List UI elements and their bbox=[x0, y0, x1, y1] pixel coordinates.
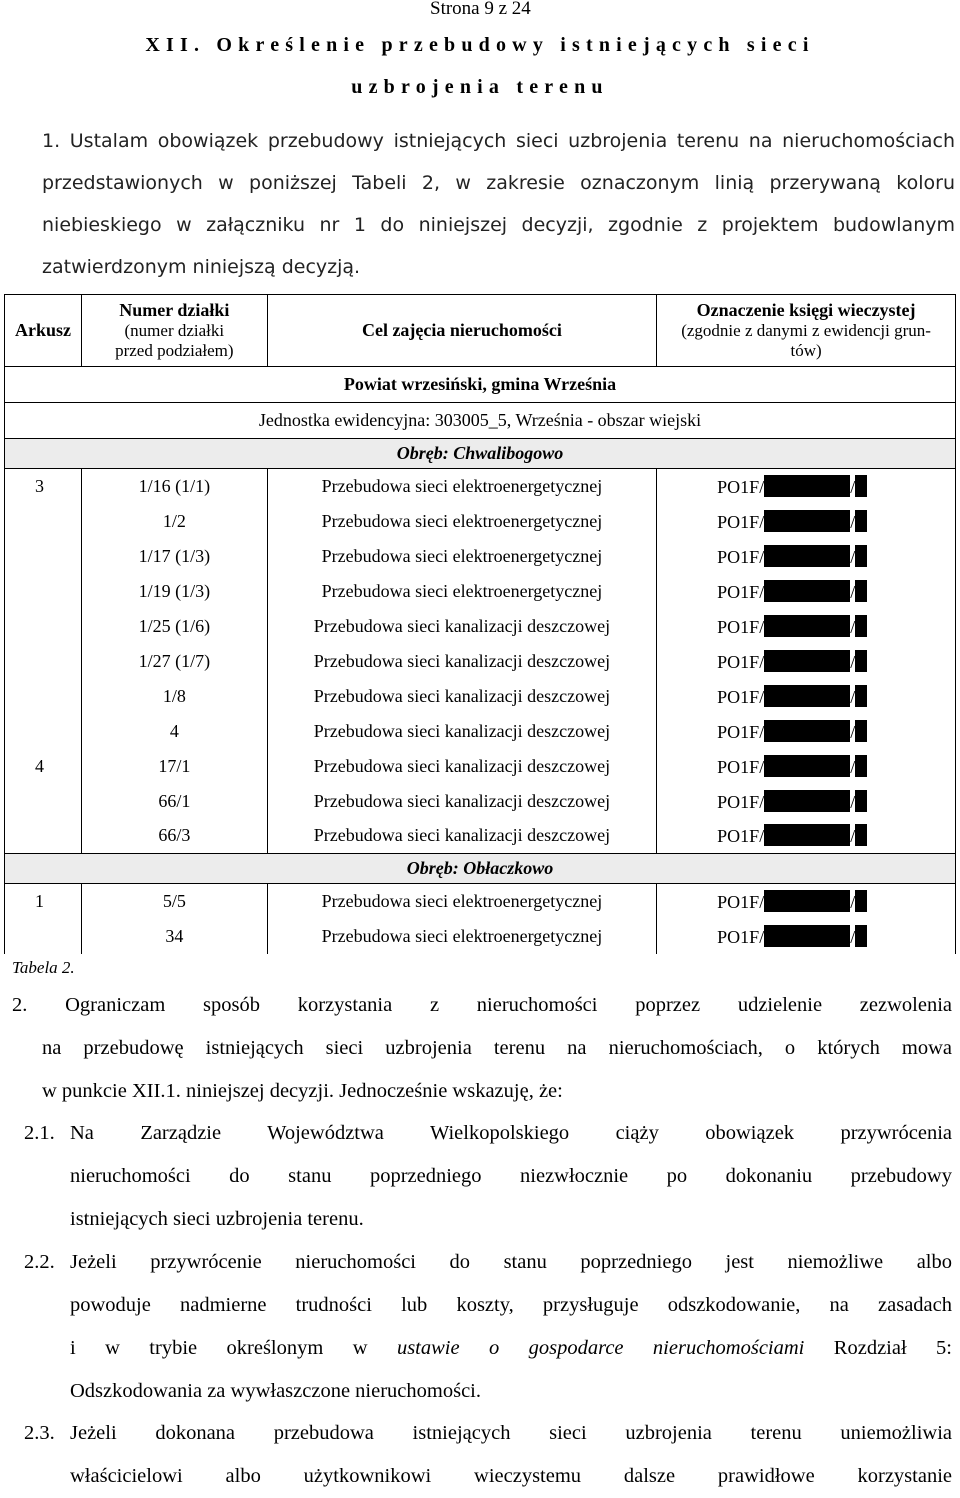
cell-ksiega bbox=[657, 539, 956, 574]
redaction-block bbox=[764, 824, 850, 846]
header-ksiega-sub2: tów) bbox=[790, 341, 822, 360]
redaction-block bbox=[764, 790, 850, 812]
table-row bbox=[5, 919, 956, 954]
table-row bbox=[5, 574, 956, 609]
cell-ksiega bbox=[657, 714, 956, 749]
section-heading-line1: XII. Określenie przebudowy istniejących sieci bbox=[145, 34, 815, 56]
ksiega-suffix: / bbox=[850, 721, 856, 742]
redaction-block bbox=[855, 685, 867, 707]
cell-dzialka: 1/2 bbox=[81, 504, 267, 539]
redaction-block bbox=[764, 545, 850, 567]
ksiega-prefix: PO1F/ bbox=[717, 721, 765, 742]
header-numer-title: Numer działki bbox=[119, 300, 230, 320]
cell-dzialka: 1/8 bbox=[81, 679, 267, 714]
redaction-block bbox=[855, 755, 867, 777]
paragraph-1-line: niebieskiego w załączniku nr 1 do niniejszej decyzji, zgodnie z projektem budowlanym bbox=[42, 214, 955, 236]
cell-arkusz: 1 bbox=[5, 884, 82, 919]
subpoint-text: i w trybie określonym w bbox=[70, 1337, 368, 1359]
cell-cel: Przebudowa sieci elektroenergetycznej bbox=[267, 504, 656, 539]
cell-ksiega bbox=[657, 679, 956, 714]
paragraph-2-line: 2. Ograniczam sposób korzystania z nieruchomości poprzez udzielenie zezwolenia bbox=[12, 994, 952, 1016]
redaction-block bbox=[764, 580, 850, 602]
redaction-block bbox=[764, 650, 850, 672]
redaction-block bbox=[764, 720, 850, 742]
redaction-block bbox=[764, 925, 850, 947]
ksiega-suffix: / bbox=[850, 476, 856, 497]
redaction-block bbox=[855, 925, 867, 947]
subpoint-line: Jeżeli dokonana przebudowa istniejących sieci uzbrojenia terenu uniemożliwia bbox=[70, 1422, 952, 1444]
cell-dzialka: 5/5 bbox=[81, 884, 267, 919]
cell-dzialka: 1/19 (1/3) bbox=[81, 574, 267, 609]
redaction-block bbox=[855, 615, 867, 637]
redaction-block bbox=[764, 510, 850, 532]
header-ksiega bbox=[657, 295, 956, 367]
ksiega-suffix: / bbox=[850, 546, 856, 567]
table-row bbox=[5, 884, 956, 919]
cell-cel: Przebudowa sieci elektroenergetycznej bbox=[267, 539, 656, 574]
subpoint-line: właścicielowi albo użytkownikowi wieczystemu dalsze prawidłowe korzystanie bbox=[70, 1465, 952, 1487]
cell-cel: Przebudowa sieci kanalizacji deszczowej bbox=[267, 609, 656, 644]
redaction-block bbox=[764, 615, 850, 637]
ksiega-suffix: / bbox=[850, 791, 856, 812]
cell-cel: Przebudowa sieci kanalizacji deszczowej bbox=[267, 819, 656, 854]
header-arkusz: Arkusz bbox=[5, 295, 82, 367]
cell-ksiega bbox=[657, 504, 956, 539]
cell-dzialka: 1/27 (1/7) bbox=[81, 644, 267, 679]
ksiega-prefix: PO1F/ bbox=[717, 476, 765, 497]
redaction-block bbox=[764, 890, 850, 912]
cell-arkusz: 4 bbox=[5, 749, 82, 784]
ksiega-prefix: PO1F/ bbox=[717, 826, 765, 847]
page-number: Strona 9 z 24 bbox=[430, 0, 531, 19]
cell-dzialka: 34 bbox=[81, 919, 267, 954]
cell-cel: Przebudowa sieci kanalizacji deszczowej bbox=[267, 749, 656, 784]
cell-ksiega bbox=[657, 469, 956, 504]
paragraph-2-line: na przebudowę istniejących sieci uzbrojenia terenu na nieruchomościach, o których mowa bbox=[42, 1037, 952, 1059]
header-numer-sub2: przed podziałem) bbox=[115, 341, 234, 360]
cell-dzialka: 1/17 (1/3) bbox=[81, 539, 267, 574]
paragraph-2-line: w punkcie XII.1. niniejszej decyzji. Jednocześnie wskazuję, że: bbox=[42, 1080, 563, 1102]
subpoint-number: 2.1. bbox=[24, 1122, 55, 1144]
cell-cel: Przebudowa sieci kanalizacji deszczowej bbox=[267, 784, 656, 819]
redaction-block bbox=[855, 650, 867, 672]
table-row bbox=[5, 714, 956, 749]
ksiega-prefix: PO1F/ bbox=[717, 581, 765, 602]
subpoint-line: nieruchomości do stanu poprzedniego niezwłocznie po dokonaniu przebudowy bbox=[70, 1165, 952, 1187]
obreb-label: Obręb: Obłaczkowo bbox=[5, 854, 956, 884]
table-row bbox=[5, 469, 956, 504]
ksiega-suffix: / bbox=[850, 756, 856, 777]
ksiega-suffix: / bbox=[850, 891, 856, 912]
cell-ksiega bbox=[657, 919, 956, 954]
ksiega-suffix: / bbox=[850, 926, 856, 947]
cell-cel: Przebudowa sieci kanalizacji deszczowej bbox=[267, 644, 656, 679]
ksiega-prefix: PO1F/ bbox=[717, 791, 765, 812]
cell-dzialka: 1/16 (1/1) bbox=[81, 469, 267, 504]
cell-ksiega bbox=[657, 749, 956, 784]
obreb-label: Obręb: Chwalibogowo bbox=[5, 439, 956, 469]
obreb-row bbox=[5, 854, 956, 884]
cell-cel: Przebudowa sieci kanalizacji deszczowej bbox=[267, 679, 656, 714]
cell-cel: Przebudowa sieci elektroenergetycznej bbox=[267, 884, 656, 919]
table-caption: Tabela 2. bbox=[12, 958, 75, 977]
cell-arkusz bbox=[5, 679, 82, 714]
header-ksiega-title: Oznaczenie księgi wieczystej bbox=[696, 300, 916, 320]
cell-dzialka: 1/25 (1/6) bbox=[81, 609, 267, 644]
table-row bbox=[5, 784, 956, 819]
redaction-block bbox=[855, 824, 867, 846]
cell-arkusz bbox=[5, 609, 82, 644]
cell-arkusz bbox=[5, 504, 82, 539]
cell-dzialka: 66/3 bbox=[81, 819, 267, 854]
cell-cel: Przebudowa sieci elektroenergetycznej bbox=[267, 469, 656, 504]
redaction-block bbox=[855, 890, 867, 912]
table-row bbox=[5, 539, 956, 574]
paragraph-2 bbox=[12, 984, 952, 1113]
redaction-block bbox=[855, 580, 867, 602]
redaction-block bbox=[855, 720, 867, 742]
cell-arkusz bbox=[5, 819, 82, 854]
ksiega-prefix: PO1F/ bbox=[717, 756, 765, 777]
paragraph-1-line: przedstawionych w poniższej Tabeli 2, w zakresie oznaczonym linią przerywaną koloru bbox=[42, 172, 955, 194]
cell-arkusz bbox=[5, 574, 82, 609]
jednostka-label: Jednostka ewidencyjna: 303005_5, Września - obszar wiejski bbox=[5, 403, 956, 439]
cell-ksiega bbox=[657, 574, 956, 609]
table-2 bbox=[4, 294, 956, 954]
cell-arkusz bbox=[5, 919, 82, 954]
cell-cel: Przebudowa sieci kanalizacji deszczowej bbox=[267, 714, 656, 749]
ksiega-suffix: / bbox=[850, 651, 856, 672]
ksiega-suffix: / bbox=[850, 826, 856, 847]
cell-arkusz bbox=[5, 714, 82, 749]
header-cel: Cel zajęcia nieruchomości bbox=[267, 295, 656, 367]
powiat-row bbox=[5, 367, 956, 403]
ksiega-prefix: PO1F/ bbox=[717, 616, 765, 637]
ksiega-prefix: PO1F/ bbox=[717, 511, 765, 532]
cell-dzialka: 4 bbox=[81, 714, 267, 749]
law-title: ustawie o gospodarce nieruchomościami bbox=[396, 1337, 805, 1359]
subpoint-text: Rozdział 5: bbox=[833, 1337, 953, 1359]
ksiega-prefix: PO1F/ bbox=[717, 651, 765, 672]
cell-cel: Przebudowa sieci elektroenergetycznej bbox=[267, 574, 656, 609]
subpoint-2-2 bbox=[24, 1241, 952, 1413]
ksiega-suffix: / bbox=[850, 616, 856, 637]
cell-ksiega bbox=[657, 784, 956, 819]
obreb-row bbox=[5, 439, 956, 469]
subpoint-line: Jeżeli przywrócenie nieruchomości do stanu poprzedniego jest niemożliwe albo bbox=[70, 1251, 952, 1273]
subpoint-number: 2.3. bbox=[24, 1422, 55, 1444]
table-row bbox=[5, 679, 956, 714]
subpoint-2-1 bbox=[24, 1112, 952, 1241]
cell-ksiega bbox=[657, 609, 956, 644]
cell-arkusz bbox=[5, 539, 82, 574]
paragraph-1-line: 1. Ustalam obowiązek przebudowy istniejących sieci uzbrojenia terenu na nieruchomościach bbox=[42, 130, 955, 152]
cell-ksiega bbox=[657, 819, 956, 854]
table-row bbox=[5, 749, 956, 784]
cell-arkusz: 3 bbox=[5, 469, 82, 504]
table-row bbox=[5, 504, 956, 539]
ksiega-suffix: / bbox=[850, 686, 856, 707]
subpoint-line bbox=[70, 1327, 952, 1370]
ksiega-prefix: PO1F/ bbox=[717, 891, 765, 912]
cell-arkusz bbox=[5, 644, 82, 679]
cell-cel: Przebudowa sieci elektroenergetycznej bbox=[267, 919, 656, 954]
redaction-block bbox=[764, 755, 850, 777]
subpoint-line: Odszkodowania za wywłaszczone nieruchomości. bbox=[70, 1380, 481, 1402]
header-numer-sub1: (numer działki bbox=[124, 321, 225, 340]
powiat-label: Powiat wrzesiński, gmina Września bbox=[5, 367, 956, 403]
cell-ksiega bbox=[657, 884, 956, 919]
cell-dzialka: 17/1 bbox=[81, 749, 267, 784]
redaction-block bbox=[855, 510, 867, 532]
ksiega-suffix: / bbox=[850, 581, 856, 602]
subpoint-number: 2.2. bbox=[24, 1251, 55, 1273]
redaction-block bbox=[764, 475, 850, 497]
ksiega-suffix: / bbox=[850, 511, 856, 532]
table-row bbox=[5, 644, 956, 679]
paragraph-1 bbox=[10, 120, 955, 288]
jednostka-row bbox=[5, 403, 956, 439]
cell-dzialka: 66/1 bbox=[81, 784, 267, 819]
redaction-block bbox=[855, 545, 867, 567]
paragraph-1-line: zatwierdzonym niniejszą decyzją. bbox=[42, 256, 361, 278]
table-row bbox=[5, 609, 956, 644]
cell-ksiega bbox=[657, 644, 956, 679]
redaction-block bbox=[764, 685, 850, 707]
redaction-block bbox=[855, 790, 867, 812]
header-ksiega-sub1: (zgodnie z danymi z ewidencji grun- bbox=[681, 321, 931, 340]
ksiega-prefix: PO1F/ bbox=[717, 546, 765, 567]
table-header-row bbox=[5, 295, 956, 367]
ksiega-prefix: PO1F/ bbox=[717, 686, 765, 707]
redaction-block bbox=[855, 475, 867, 497]
subpoint-line: istniejących sieci uzbrojenia terenu. bbox=[70, 1208, 364, 1230]
subpoint-line: powoduje nadmierne trudności lub koszty, przysługuje odszkodowanie, na zasadach bbox=[70, 1294, 952, 1316]
header-numer-dzialki bbox=[81, 295, 267, 367]
section-heading-line2: uzbrojenia terenu bbox=[351, 76, 609, 98]
subpoint-line: Na Zarządzie Województwa Wielkopolskiego ciąży obowiązek przywrócenia bbox=[70, 1122, 952, 1144]
subpoint-2-3 bbox=[24, 1412, 952, 1498]
cell-arkusz bbox=[5, 784, 82, 819]
table-row bbox=[5, 819, 956, 854]
ksiega-prefix: PO1F/ bbox=[717, 926, 765, 947]
